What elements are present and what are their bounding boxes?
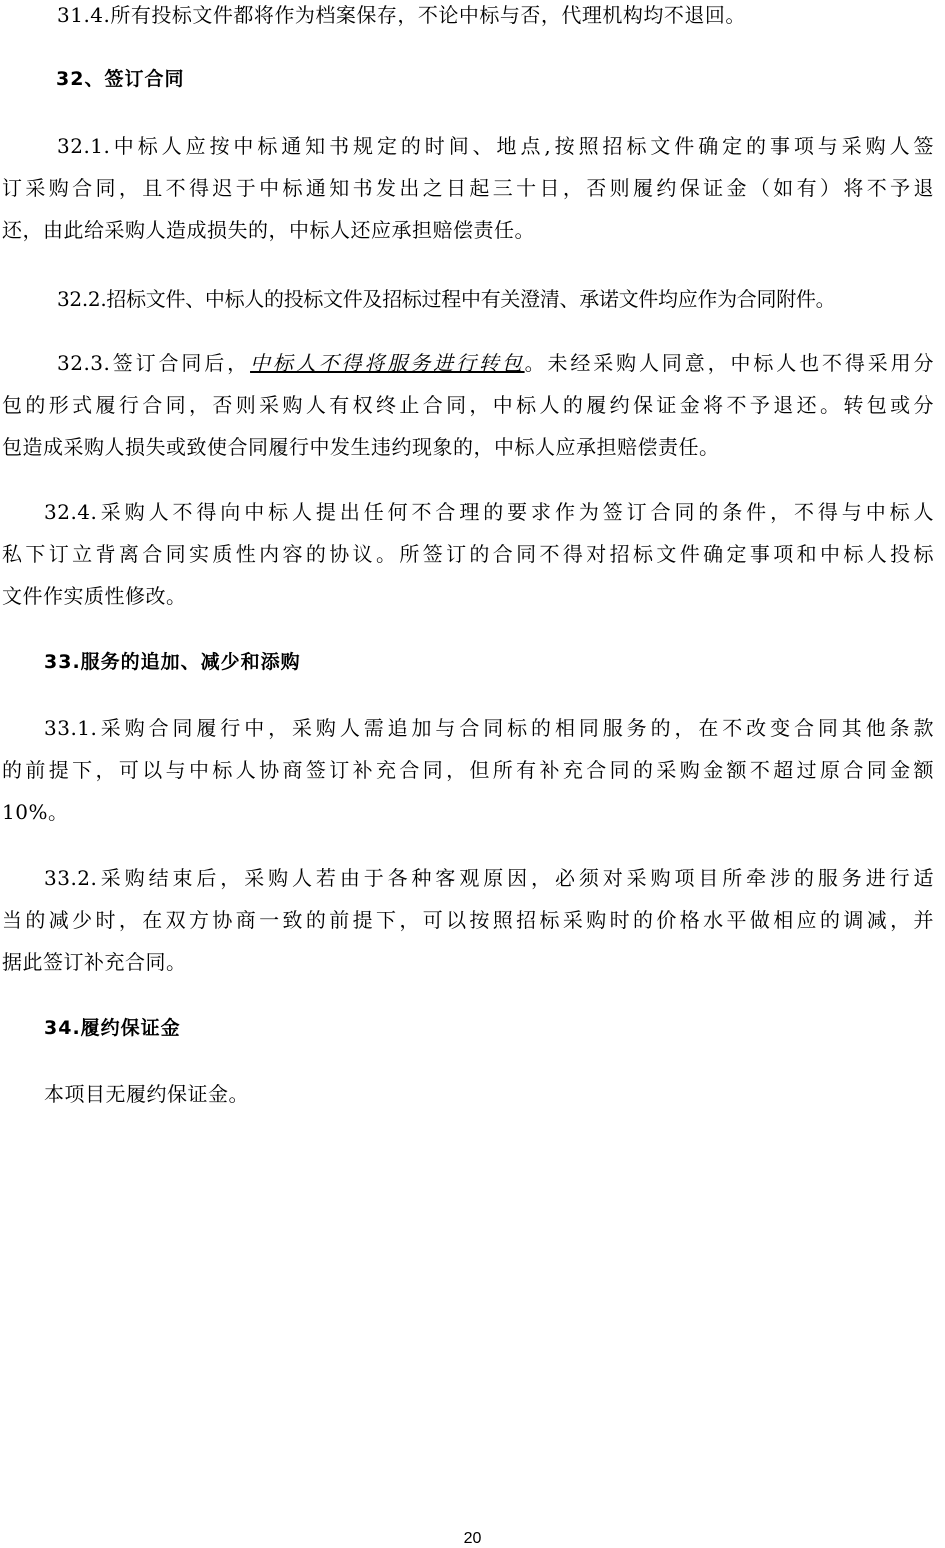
clause-33-2-line-2: 当的减少时，在双方协商一致的前提下，可以按照招标采购时的价格水平做相应的调减，并 — [2, 908, 934, 932]
clause-33-1-line-1: 33.1.采购合同履行中，采购人需追加与合同标的相同服务的，在不改变合同其他条款 — [44, 716, 934, 740]
clause-32-1-line-2: 订采购合同，且不得迟于中标通知书发出之日起三十日，否则履约保证金（如有）将不予退 — [2, 176, 934, 200]
clause-33-2-line-1: 33.2.采购结束后，采购人若由于各种客观原因，必须对采购项目所牵涉的服务进行适 — [44, 866, 934, 890]
clause-33-2-line-3: 据此签订补充合同。 — [2, 950, 187, 974]
clause-32-3-line-2: 包的形式履行合同，否则采购人有权终止合同，中标人的履约保证金将不予退还。转包或分 — [2, 393, 934, 417]
clause-31-4: 31.4.所有投标文件都将作为档案保存，不论中标与否，代理机构均不退回。 — [57, 3, 746, 27]
clause-32-3-line-3: 包造成采购人损失或致使合同履行中发生违约现象的，中标人应承担赔偿责任。 — [2, 435, 720, 459]
heading-32-sign-contract: 32、签订合同 — [56, 68, 185, 90]
clause-32-3-prefix: 32.3.签订合同后， — [57, 351, 251, 375]
clause-33-1-line-2: 的前提下，可以与中标人协商签订补充合同，但所有补充合同的采购金额不超过原合同金额 — [2, 758, 934, 782]
heading-33-service-changes: 33.服务的追加、减少和添购 — [44, 651, 301, 673]
clause-32-2: 32.2.招标文件、中标人的投标文件及招标过程中有关澄清、承诺文件均应作为合同附件。 — [57, 287, 836, 311]
clause-32-4-line-2: 私下订立背离合同实质性内容的协议。所签订的合同不得对招标文件确定事项和中标人投标 — [2, 542, 934, 566]
clause-33-1-line-3: 10%。 — [2, 800, 69, 824]
clause-32-1-line-3: 还，由此给采购人造成损失的，中标人还应承担赔偿责任。 — [2, 218, 535, 242]
clause-32-3-line-1 — [57, 350, 934, 376]
clause-34-text: 本项目无履约保证金。 — [44, 1082, 249, 1106]
heading-34-performance-bond: 34.履约保证金 — [44, 1017, 181, 1039]
clause-32-1-line-1: 32.1.中标人应按中标通知书规定的时间、地点,按照招标文件确定的事项与采购人签 — [57, 134, 934, 158]
page-number: 20 — [463, 1530, 482, 1547]
clause-32-3-emphasis: 中标人不得将服务进行转包 — [250, 351, 525, 375]
clause-32-4-line-3: 文件作实质性修改。 — [2, 584, 187, 608]
clause-32-4-line-1: 32.4.采购人不得向中标人提出任何不合理的要求作为签订合同的条件，不得与中标人 — [44, 500, 934, 524]
clause-32-3-suffix: 。未经采购人同意，中标人也不得采用分 — [524, 351, 935, 375]
